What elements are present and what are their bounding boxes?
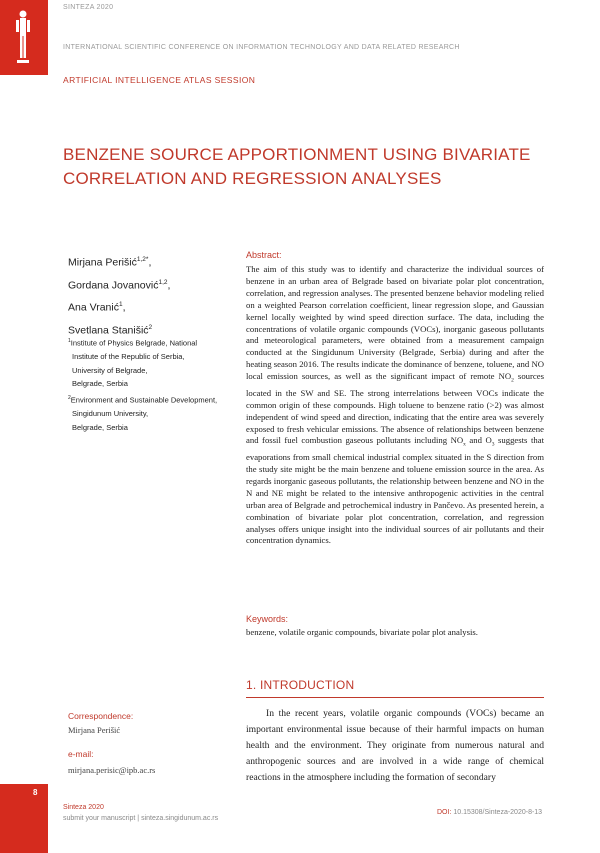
affiliation-line: University of Belgrade, bbox=[72, 365, 148, 375]
figure-icon bbox=[12, 8, 34, 68]
affiliation-line: Belgrade, Serbia bbox=[72, 422, 128, 432]
abstract-text: The aim of this study was to identify and characterize the individual sources of benzene in an urban area of Belgrade based on bivariate polar plot concentration, correlation, and regression analyses. The presented benzene behavior modeling relied on a weighted Pearson correlation coefficient, linear regression slope, and Gaussian kernel locally weighted by wind speed direction surface. The data, including the concentrations of volatile organic compounds (VOCs), inorganic gaseous pollutants and meteorological parameters, were obtained from a measurement campaign conducted at the Singidunum University (Belgrade, Serbia) during and after the heating season 2016. The results indicate the dominance of benzene, toluene, and NO local emission sources, as well as the significant impact of remote $NO_2$ sources located in the SW and SE. The strong interrelations between VOCs indicate the common origin of these compounds. High toluene to benzene ratio (>2) was almost independent of wind speed and direction, indicating that the entire area was severely exposed to fresh vehicular emissions. The absence of relationships between benzene and fossil fuel combustion gaseous pollutants including $NO_x$ and $O_3$ suggests that evaporations from small chemical industrial complex situated in the S direction from the study site might be the main benzene and toluene emission source in the area. As regards inorganic gaseous pollutants, the relationship between benzene and NO in the N and NE might be related to the intensive anthropogenic activities in the central urban area of Belgrade and petrochemical industry in Pančevo. As presented herein, a combination of bivariate polar plot concentration, correlation, and regression analyses offers unique insight into the individual sources of air pollutants and their concentration dynamics. bbox=[246, 264, 544, 546]
page-number: 8 bbox=[33, 788, 38, 797]
footer-doi bbox=[437, 809, 542, 816]
author-name: Mirjana Perišić$^{1,2*}$, bbox=[68, 256, 152, 269]
keywords-label: Keywords: bbox=[246, 614, 289, 624]
affiliation-line: Institute of the Republic of Serbia, bbox=[72, 352, 185, 362]
section-divider bbox=[246, 697, 544, 698]
affiliation-line: $^2$Environment and Sustainable Development, bbox=[68, 395, 218, 405]
header-red-bar bbox=[0, 0, 48, 75]
author-name: Ana Vranić$^1$, bbox=[68, 301, 126, 314]
affiliation-line: $^1$Institute of Physics Belgrade, National bbox=[68, 338, 198, 348]
footer-red-bar bbox=[0, 784, 48, 853]
author-name: Svetlana Stanišić$^2$ bbox=[68, 323, 153, 336]
paper-title: BENZENE SOURCE APPORTIONMENT USING BIVARIATE CORRELATION AND REGRESSION ANALYSES bbox=[63, 145, 531, 188]
correspondence-name: Mirjana Perišić bbox=[68, 725, 121, 735]
conference-short: SINTEZA 2020 bbox=[63, 4, 114, 11]
affiliation-1 bbox=[68, 335, 233, 391]
introduction-text: In the recent years, volatile organic compounds (VOCs) became an important environmental issue because of their harmful impacts on human health and the environment. They originate from numerous natural and anthropogenic sources and are involved in a wide range of chemical reactions in the atmosphere including the formation of secondary bbox=[246, 708, 544, 783]
doi-value[interactable]: 10.15308/Sinteza-2020-8-13 bbox=[453, 809, 543, 816]
session-name: ARTIFICIAL INTELLIGENCE ATLAS SESSION bbox=[63, 75, 256, 85]
affiliation-line: Belgrade, Serbia bbox=[72, 379, 128, 389]
author-list bbox=[68, 250, 170, 340]
author-name: Gordana Jovanović$^{1,2}$, bbox=[68, 278, 171, 291]
doi-label: DOI: bbox=[437, 809, 452, 816]
footer-submit-link[interactable]: submit your manuscript | sinteza.singidunum.ac.rs bbox=[63, 815, 219, 822]
affiliation-2 bbox=[68, 392, 233, 434]
correspondence-label: Correspondence: bbox=[68, 711, 134, 721]
keywords-text: benzene, volatile organic compounds, bivariate polar plot analysis. bbox=[246, 627, 478, 637]
email-label: e-mail: bbox=[68, 749, 94, 759]
footer-conference: Sinteza 2020 bbox=[63, 804, 104, 811]
affiliation-line: Singidunum University, bbox=[72, 409, 149, 419]
conference-full: INTERNATIONAL SCIENTIFIC CONFERENCE ON INFORMATION TECHNOLOGY AND DATA RELATED RESEARCH bbox=[63, 44, 460, 51]
email-address[interactable]: mirjana.perisic@ipb.ac.rs bbox=[68, 765, 156, 775]
section-title: 1. INTRODUCTION bbox=[246, 678, 355, 692]
abstract-label: Abstract: bbox=[246, 250, 282, 260]
